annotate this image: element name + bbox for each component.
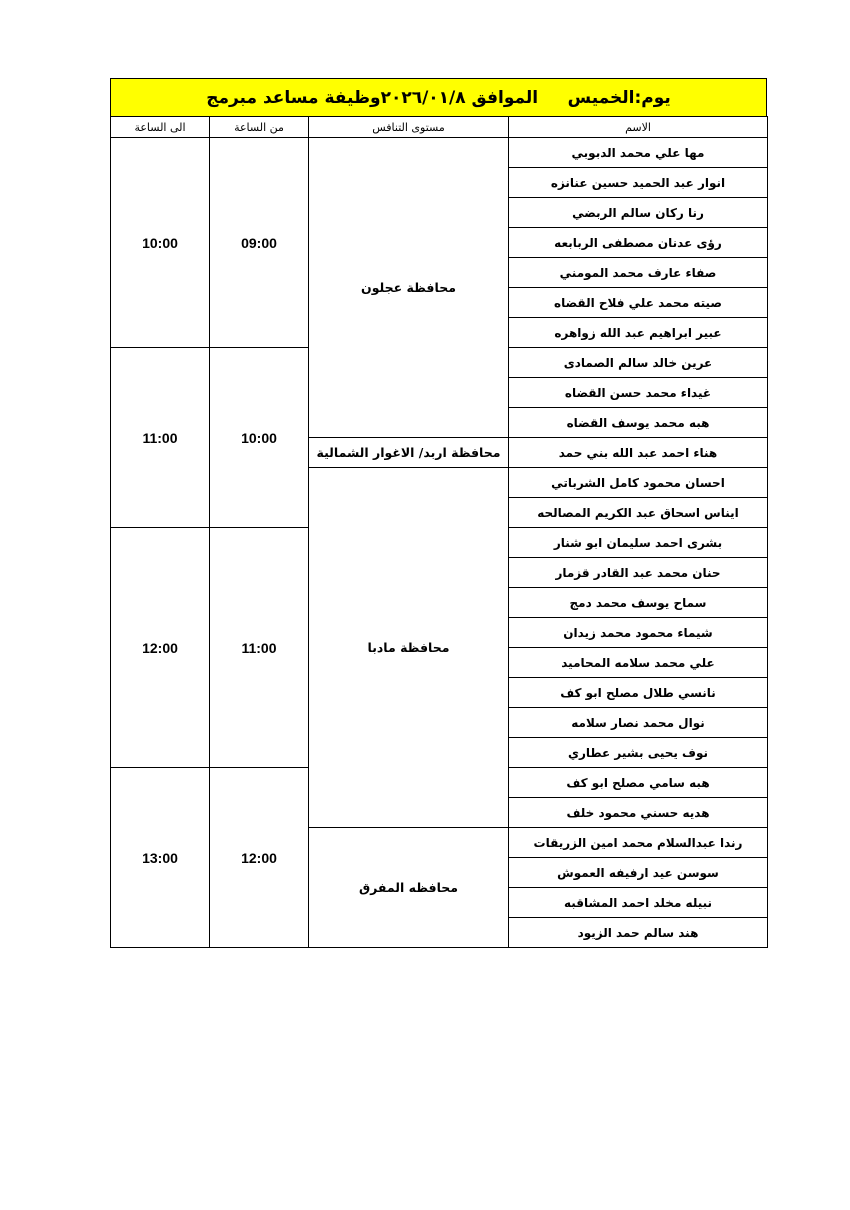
- group-level: محافظة عجلون: [309, 138, 509, 438]
- candidate-name: عبير ابراهيم عبد الله زواهره: [509, 318, 768, 348]
- candidate-name: بشرى احمد سليمان ابو شنار: [509, 528, 768, 558]
- candidate-name: رنا ركان سالم الربضي: [509, 198, 768, 228]
- candidate-name: رؤى عدنان مصطفى الربابعه: [509, 228, 768, 258]
- group-level: محافظة اربد/ الاغوار الشمالية: [309, 438, 509, 468]
- candidate-name: حنان محمد عبد القادر قزمار: [509, 558, 768, 588]
- candidate-name: شيماء محمود محمد زيدان: [509, 618, 768, 648]
- candidate-name: احسان محمود كامل الشرباتي: [509, 468, 768, 498]
- header-to-time: الى الساعة: [111, 117, 210, 138]
- header-from-time: من الساعة: [210, 117, 309, 138]
- candidate-name: صيته محمد علي فلاح القضاه: [509, 288, 768, 318]
- session-to-time: 11:00: [111, 348, 210, 528]
- session-from-time: 09:00: [210, 138, 309, 348]
- session-from-time: 10:00: [210, 348, 309, 528]
- candidate-name: هبه سامي مصلح ابو كف: [509, 768, 768, 798]
- group-level: محافظة مادبا: [309, 468, 509, 828]
- candidate-name: ايناس اسحاق عبد الكريم المصالحه: [509, 498, 768, 528]
- candidate-name: هبه محمد يوسف القضاه: [509, 408, 768, 438]
- candidate-name: نبيله مخلد احمد المشاقبه: [509, 888, 768, 918]
- candidate-name: هند سالم حمد الزيود: [509, 918, 768, 948]
- candidate-name: نوف يحيى بشير عطاري: [509, 738, 768, 768]
- candidate-name: صفاء عارف محمد المومني: [509, 258, 768, 288]
- header-row: [111, 117, 768, 138]
- candidate-name: غيداء محمد حسن القضاه: [509, 378, 768, 408]
- candidate-name: نوال محمد نصار سلامه: [509, 708, 768, 738]
- candidate-name: سماح يوسف محمد دمج: [509, 588, 768, 618]
- session-to-time: 10:00: [111, 138, 210, 348]
- page-title: يوم:الخميس الموافق ٢٠٢٦/٠١/٨وظيفة مساعد مبرمج: [110, 78, 767, 116]
- candidate-name: علي محمد سلامه المحاميد: [509, 648, 768, 678]
- candidate-name: نانسي طلال مصلح ابو كف: [509, 678, 768, 708]
- header-level: مستوى التنافس: [309, 117, 509, 138]
- session-to-time: 13:00: [111, 768, 210, 948]
- candidate-name: هديه حسني محمود خلف: [509, 798, 768, 828]
- session-from-time: 12:00: [210, 768, 309, 948]
- session-to-time: 12:00: [111, 528, 210, 768]
- header-name: الاسم: [509, 117, 768, 138]
- candidate-name: مها علي محمد الدبوبي: [509, 138, 768, 168]
- candidate-name: رندا عبدالسلام محمد امين الزريقات: [509, 828, 768, 858]
- group-level: محافظه المفرق: [309, 828, 509, 948]
- candidate-name: انوار عبد الحميد حسين عنانزه: [509, 168, 768, 198]
- candidate-name: عرين خالد سالم الصمادى: [509, 348, 768, 378]
- candidate-name: سوسن عيد ارفيفه العموش: [509, 858, 768, 888]
- schedule-table: [110, 116, 768, 948]
- candidate-name: هناء احمد عبد الله بني حمد: [509, 438, 768, 468]
- schedule-sheet: [110, 78, 767, 948]
- table-row: [111, 138, 768, 168]
- session-from-time: 11:00: [210, 528, 309, 768]
